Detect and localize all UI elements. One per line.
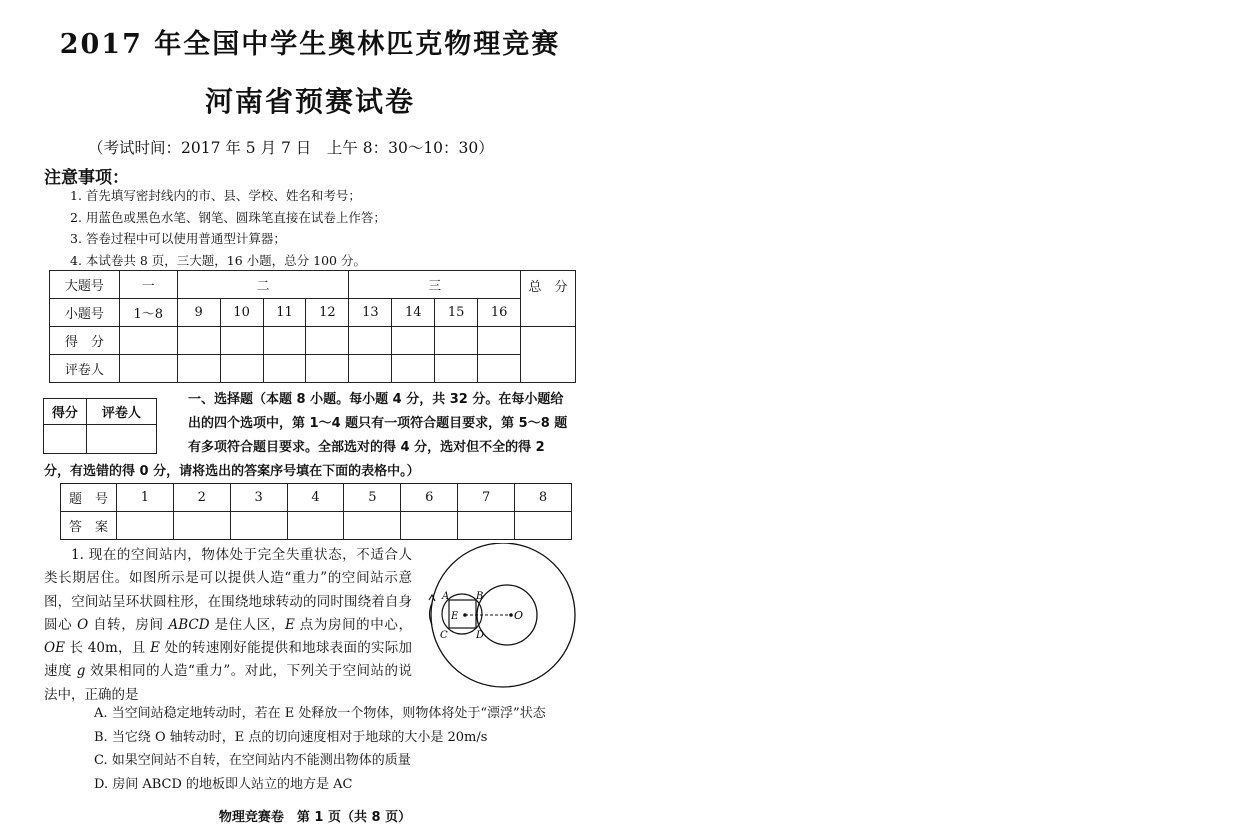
score-table-cell: 13: [349, 299, 392, 327]
q1-text-part: 长 40m，且: [64, 640, 151, 657]
score-table-cell: 总 分: [521, 271, 576, 327]
score-table-cell: 二: [177, 271, 349, 299]
label-e: E: [451, 611, 459, 622]
answer-cell[interactable]: [458, 512, 515, 540]
score-input-cell[interactable]: [478, 327, 521, 355]
exam-subtitle: 河南省预赛试卷: [204, 85, 415, 118]
score-table-cell: 9: [177, 299, 220, 327]
notice-item: 1. 首先填写密封线内的市、县、学校、姓名和考号；: [70, 188, 361, 203]
score-input-cell[interactable]: [220, 327, 263, 355]
notice-list: [70, 185, 386, 271]
q1-var: ABCD: [168, 616, 210, 633]
score-table-cell: 11: [263, 299, 306, 327]
option-c: C. 如果空间站不自转，在空间站内不能测出物体的质量: [94, 753, 411, 769]
grader-box-score-label: 得分: [44, 399, 87, 425]
section1-line: 有多项符合题目要求。全部选对的得 4 分，选对但不全的得 2: [188, 440, 545, 455]
option-d: D. 房间 ABCD 的地板即人站立的地方是 AC: [94, 776, 353, 792]
answer-table: [60, 483, 572, 540]
grader-input-cell[interactable]: [119, 355, 177, 383]
notice-item: 3. 答卷过程中可以使用普通型计算器；: [70, 231, 286, 247]
grader-box-grader-label: 评卷人: [86, 399, 156, 425]
score-table-cell: 三: [349, 271, 521, 299]
answer-cell[interactable]: [515, 512, 572, 540]
section1-line: 分，有选错的得 0 分，请将选出的答案序号填在下面的表格中。）: [44, 464, 420, 479]
score-input-cell[interactable]: [306, 327, 349, 355]
grader-input-cell[interactable]: [392, 355, 435, 383]
option-a: A. 当空间站稳定地转动时，若在 E 处释放一个物体，则物体将处于“漂浮”状态: [94, 706, 546, 721]
section1-instructions: [44, 388, 589, 484]
exam-time: （考试时间：2017 年 5 月 7 日 上午 8：30～10：30）: [88, 139, 494, 157]
score-input-cell[interactable]: [392, 327, 435, 355]
score-input-cell[interactable]: [349, 327, 392, 355]
answer-table-header: 题 号: [61, 484, 117, 512]
question1-options: [94, 702, 546, 796]
label-a: A: [442, 591, 450, 602]
q1-text-part: 1. 现在的空间站内，物体处于完全失重状态，不适合人类长期居住。如图所示是可以提供人造“重力”的空间站示意图，空间站呈环状圆柱形，在围绕地球转动的同时围绕着自身圆心: [44, 547, 412, 633]
question-number: 7: [458, 484, 515, 512]
grader-input-cell[interactable]: [306, 355, 349, 383]
question1-text: [44, 544, 412, 707]
notice-item: 4. 本试卷共 8 页，三大题，16 小题，总分 100 分。: [70, 252, 366, 268]
grader-input-cell[interactable]: [435, 355, 478, 383]
grader-input-cell[interactable]: [263, 355, 306, 383]
label-b: B: [476, 591, 484, 602]
score-table: [49, 270, 576, 383]
answer-cell[interactable]: [116, 512, 173, 540]
answer-cell[interactable]: [173, 512, 230, 540]
option-b: B. 当它绕 O 轴转动时，E 点的切向速度相对于地球的大小是 20m/s: [94, 729, 488, 745]
question-number: 2: [173, 484, 230, 512]
label-c: C: [440, 630, 448, 641]
score-table-cell: 10: [220, 299, 263, 327]
exam-title: 2017 年全国中学生奥林匹克物理竞赛: [59, 29, 561, 60]
q1-text-part: 自转，房间: [88, 616, 169, 633]
notice-heading: 注意事项：: [44, 168, 129, 188]
question-number: 5: [344, 484, 401, 512]
score-table-cell: 评卷人: [50, 355, 120, 383]
section1-line: 一、选择题（本题 8 小题。每小题 4 分，共 32 分。在每小题给: [188, 392, 564, 407]
q1-var: E: [150, 640, 160, 657]
grader-input-cell[interactable]: [177, 355, 220, 383]
answer-cell[interactable]: [344, 512, 401, 540]
question-number: 6: [401, 484, 458, 512]
label-o: O: [514, 609, 524, 622]
question-number: 4: [287, 484, 344, 512]
section1-line: 出的四个选项中，第 1～4 题只有一项符合题目要求，第 5～8 题: [188, 416, 568, 431]
question-number: 8: [515, 484, 572, 512]
score-input-cell[interactable]: [177, 327, 220, 355]
answer-cell[interactable]: [401, 512, 458, 540]
score-table-cell: 小题号: [50, 299, 120, 327]
q1-text-part: 点为房间的中心，: [294, 616, 412, 633]
score-table-cell: 12: [306, 299, 349, 327]
notice-item: 2. 用蓝色或黑色水笔、钢笔、圆珠笔直接在试卷上作答；: [70, 209, 386, 225]
score-input-cell[interactable]: [435, 327, 478, 355]
answer-table-header: 答 案: [61, 512, 117, 540]
score-table-cell: 14: [392, 299, 435, 327]
total-score-cell[interactable]: [521, 327, 576, 383]
grader-input-cell[interactable]: [349, 355, 392, 383]
grader-input-cell[interactable]: [220, 355, 263, 383]
label-d: D: [476, 630, 485, 641]
q1-text-part: 处的转速刚好能提供和地球表面的实际加速度: [44, 640, 412, 680]
score-table-cell: 一: [119, 271, 177, 299]
grader-input-cell[interactable]: [478, 355, 521, 383]
q1-var: O: [77, 616, 89, 633]
score-table-cell: 1～8: [119, 299, 177, 327]
score-table-cell: 得 分: [50, 327, 120, 355]
q1-text-part: 效果相同的人造“重力”。对此，下列关于空间站的说法中，正确的是: [44, 663, 412, 703]
score-table-cell: 16: [478, 299, 521, 327]
question-number: 1: [116, 484, 173, 512]
page-footer: 物理竞赛卷 第 1 页（共 8 页）: [218, 810, 412, 825]
answer-cell[interactable]: [287, 512, 344, 540]
q1-text-part: 是住人区，: [209, 616, 285, 633]
answer-cell[interactable]: [230, 512, 287, 540]
point-e: [463, 613, 467, 617]
score-table-cell: 15: [435, 299, 478, 327]
score-input-cell[interactable]: [263, 327, 306, 355]
q1-var: g: [76, 663, 86, 680]
point-o: [509, 613, 513, 617]
score-table-cell: 大题号: [50, 271, 120, 299]
question-number: 3: [230, 484, 287, 512]
score-input-cell[interactable]: [119, 327, 177, 355]
q1-var: E: [285, 616, 295, 633]
space-station-diagram: [418, 543, 583, 688]
q1-var: OE: [44, 640, 65, 657]
